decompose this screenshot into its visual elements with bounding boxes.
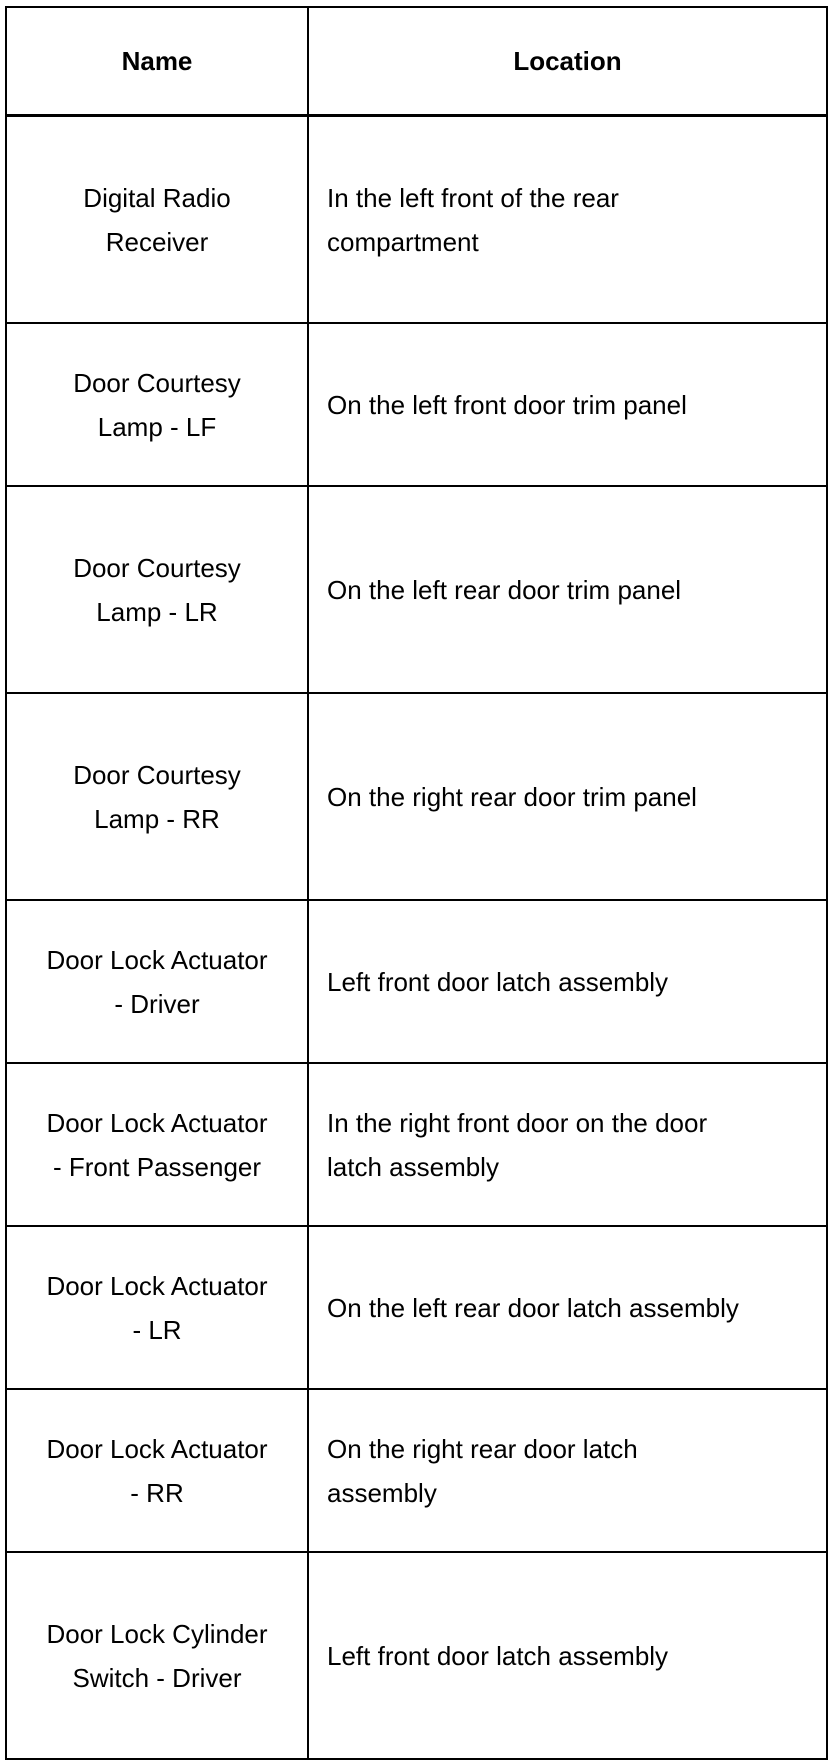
table-row (6, 1389, 827, 1552)
component-location-cell (308, 323, 827, 486)
component-name-line: Door Lock Actuator (46, 944, 268, 975)
component-name-line: Lamp - RR (94, 803, 220, 834)
component-name-line: Door Courtesy (73, 367, 241, 398)
table-row (6, 1226, 827, 1389)
component-location-line: In the left front of the rear (327, 182, 619, 213)
component-location-table (5, 6, 828, 1760)
component-name-cell (6, 323, 308, 486)
table-header (6, 7, 827, 116)
component-location-line: On the left rear door trim panel (327, 574, 682, 605)
header-row (6, 7, 827, 116)
component-name-line: Door Lock Actuator (46, 1270, 268, 1301)
component-name-line: Switch - Driver (72, 1662, 242, 1693)
component-location-line: On the left front door trim panel (327, 389, 687, 420)
component-name-line: - LR (132, 1314, 182, 1345)
component-location-line: On the right rear door latch (327, 1433, 638, 1464)
component-location-line: On the right rear door trim panel (327, 781, 697, 812)
table-row (6, 1063, 827, 1226)
component-location-cell (308, 900, 827, 1063)
component-name-line: Door Lock Actuator (46, 1107, 268, 1138)
component-location-cell (308, 1552, 827, 1759)
table-row (6, 900, 827, 1063)
table-row (6, 1552, 827, 1759)
component-name-line: Digital Radio (83, 182, 231, 213)
table-row (6, 693, 827, 900)
component-name-cell (6, 900, 308, 1063)
component-name-cell (6, 1389, 308, 1552)
component-name-line: - Front Passenger (52, 1151, 262, 1182)
component-name-line: Receiver (105, 226, 209, 257)
component-location-line: Left front door latch assembly (327, 966, 669, 997)
component-name-line: Door Lock Cylinder (46, 1618, 268, 1649)
component-location-cell (308, 693, 827, 900)
component-name-cell (6, 1226, 308, 1389)
component-name-line: Door Lock Actuator (46, 1433, 268, 1464)
table-row (6, 116, 827, 324)
component-name-line: Lamp - LR (96, 596, 218, 627)
component-name-cell (6, 1552, 308, 1759)
component-location-line: assembly (327, 1477, 437, 1508)
component-location-line: compartment (327, 226, 479, 257)
component-location-line: In the right front door on the door (327, 1107, 708, 1138)
component-name-cell (6, 486, 308, 693)
component-name-line: Door Courtesy (73, 759, 241, 790)
component-location-cell (308, 1389, 827, 1552)
component-location-line: Left front door latch assembly (327, 1640, 669, 1671)
component-location-cell (308, 1063, 827, 1226)
component-location-cell (308, 1226, 827, 1389)
component-name-line: Door Courtesy (73, 552, 241, 583)
component-name-line: - RR (130, 1477, 184, 1508)
component-name-cell (6, 693, 308, 900)
component-location-cell (308, 486, 827, 693)
component-location-cell (308, 116, 827, 324)
component-name-cell (6, 1063, 308, 1226)
component-name-line: Lamp - LF (97, 411, 217, 442)
component-name-line: - Driver (114, 988, 200, 1019)
table-row (6, 486, 827, 693)
name-column-header: Name (6, 7, 308, 116)
table-body (6, 116, 827, 1760)
location-column-header: Location (308, 7, 827, 116)
table-row (6, 323, 827, 486)
component-name-cell (6, 116, 308, 324)
component-location-line: On the left rear door latch assembly (327, 1292, 739, 1323)
component-location-line: latch assembly (327, 1151, 499, 1182)
